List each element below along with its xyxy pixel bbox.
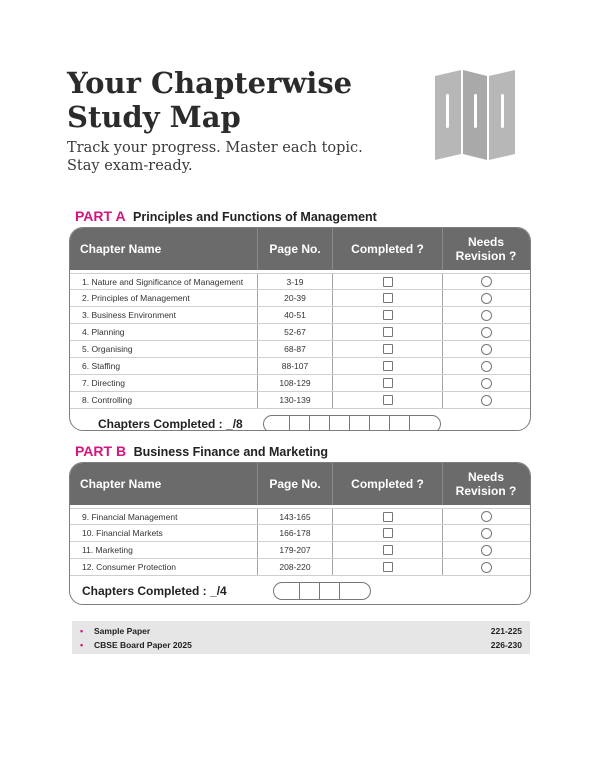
- col-completed: Completed ?: [333, 463, 443, 505]
- chapter-name: 10. Financial Markets: [70, 525, 258, 541]
- revision-radio[interactable]: [481, 528, 492, 539]
- chapter-name: 8. Controlling: [70, 392, 258, 408]
- revision-radio[interactable]: [481, 276, 492, 287]
- completed-checkbox[interactable]: [383, 395, 393, 405]
- list-item: [72, 624, 530, 638]
- table-row: [70, 324, 530, 341]
- page-range: 20-39: [258, 290, 333, 306]
- page-range: 68-87: [258, 341, 333, 357]
- revision-radio[interactable]: [481, 327, 492, 338]
- subtitle-line-1: Track your progress. Master each topic.: [67, 140, 363, 156]
- tracker-segment[interactable]: [300, 583, 320, 599]
- col-revision-line-1: Needs: [467, 470, 505, 484]
- page-range: 179-207: [258, 542, 333, 558]
- revision-radio[interactable]: [481, 378, 492, 389]
- tracker-segment[interactable]: [310, 416, 330, 431]
- page-range: 88-107: [258, 358, 333, 374]
- part-a-label: PART A: [75, 208, 126, 224]
- paper-pages: 221-225: [490, 626, 522, 636]
- additional-papers: [72, 621, 530, 654]
- tracker-segment[interactable]: [370, 416, 390, 431]
- bullet-icon: •: [80, 626, 84, 636]
- chapter-name: 11. Marketing: [70, 542, 258, 558]
- tracker-segment[interactable]: [264, 416, 290, 431]
- chapters-completed-summary: [70, 576, 530, 605]
- col-revision-line-2: Revision ?: [455, 484, 517, 498]
- chapter-name: 1. Nature and Significance of Management: [70, 274, 258, 289]
- page-title: [67, 66, 352, 134]
- table-body: [70, 273, 530, 409]
- revision-radio[interactable]: [481, 395, 492, 406]
- tracker-segment[interactable]: [350, 416, 370, 431]
- part-a-title: Principles and Functions of Management: [133, 210, 377, 224]
- tracker-segment[interactable]: [290, 416, 310, 431]
- table-header: [70, 228, 530, 270]
- progress-tracker[interactable]: [263, 415, 441, 431]
- col-needs-revision: [443, 463, 529, 505]
- chapter-name: 4. Planning: [70, 324, 258, 340]
- table-row: [70, 559, 530, 576]
- page-range: 3-19: [258, 274, 333, 289]
- tracker-segment[interactable]: [390, 416, 410, 431]
- paper-name: Sample Paper: [94, 626, 151, 636]
- col-revision-line-2: Revision ?: [455, 249, 517, 263]
- chapters-completed-label: Chapters Completed : _/4: [82, 584, 227, 598]
- chapters-completed-summary: [70, 409, 530, 431]
- page-range: 40-51: [258, 307, 333, 323]
- table-row: [70, 307, 530, 324]
- part-b-label: PART B: [75, 443, 127, 459]
- chapter-name: 2. Principles of Management: [70, 290, 258, 306]
- tracker-segment[interactable]: [320, 583, 340, 599]
- revision-radio[interactable]: [481, 545, 492, 556]
- revision-radio[interactable]: [481, 293, 492, 304]
- completed-checkbox[interactable]: [383, 310, 393, 320]
- list-item: [72, 638, 530, 652]
- page-range: 130-139: [258, 392, 333, 408]
- paper-pages: 226-230: [490, 640, 522, 650]
- chapter-name: 6. Staffing: [70, 358, 258, 374]
- page-range: 52-67: [258, 324, 333, 340]
- part-b-table: [69, 462, 531, 605]
- table-row: [70, 273, 530, 290]
- chapter-name: 3. Business Environment: [70, 307, 258, 323]
- table-row: [70, 525, 530, 542]
- completed-checkbox[interactable]: [383, 327, 393, 337]
- revision-radio[interactable]: [481, 310, 492, 321]
- title-line-1: Your Chapterwise: [67, 66, 353, 100]
- tracker-segment[interactable]: [274, 583, 300, 599]
- completed-checkbox[interactable]: [383, 361, 393, 371]
- completed-checkbox[interactable]: [383, 277, 393, 287]
- table-header: [70, 463, 530, 505]
- col-revision-line-1: Needs: [467, 235, 505, 249]
- part-a-heading: [75, 208, 377, 224]
- completed-checkbox[interactable]: [383, 378, 393, 388]
- col-chapter-name: Chapter Name: [70, 463, 258, 505]
- completed-checkbox[interactable]: [383, 545, 393, 555]
- page-range: 208-220: [258, 559, 333, 575]
- chapters-completed-label: Chapters Completed : _/8: [98, 417, 243, 431]
- chapter-name: 5. Organising: [70, 341, 258, 357]
- col-completed: Completed ?: [333, 228, 443, 270]
- page-range: 166-178: [258, 525, 333, 541]
- revision-radio[interactable]: [481, 361, 492, 372]
- completed-checkbox[interactable]: [383, 293, 393, 303]
- revision-radio[interactable]: [481, 511, 492, 522]
- bullet-icon: •: [80, 640, 84, 650]
- completed-checkbox[interactable]: [383, 512, 393, 522]
- title-line-2: Study Map: [67, 100, 241, 134]
- progress-tracker[interactable]: [273, 582, 371, 600]
- tracker-segment[interactable]: [410, 416, 440, 431]
- revision-radio[interactable]: [481, 562, 492, 573]
- completed-checkbox[interactable]: [383, 528, 393, 538]
- page-range: 108-129: [258, 375, 333, 391]
- table-row: [70, 392, 530, 409]
- col-page-no: Page No.: [258, 463, 333, 505]
- revision-radio[interactable]: [481, 344, 492, 355]
- col-chapter-name: Chapter Name: [70, 228, 258, 270]
- table-row: [70, 375, 530, 392]
- subtitle-line-2: Stay exam-ready.: [67, 158, 193, 174]
- part-a-table: [69, 227, 531, 431]
- chapter-name: 7. Directing: [70, 375, 258, 391]
- table-row: [70, 508, 530, 525]
- col-page-no: Page No.: [258, 228, 333, 270]
- col-needs-revision: [443, 228, 529, 270]
- part-b-heading: [75, 443, 328, 459]
- tracker-segment[interactable]: [340, 583, 370, 599]
- part-b-title: Business Finance and Marketing: [133, 445, 329, 459]
- folded-map-icon: [433, 68, 517, 160]
- paper-name: CBSE Board Paper 2025: [94, 640, 192, 650]
- tracker-segment[interactable]: [330, 416, 350, 431]
- table-row: [70, 290, 530, 307]
- page-subtitle: [67, 139, 363, 175]
- completed-checkbox[interactable]: [383, 344, 393, 354]
- completed-checkbox[interactable]: [383, 562, 393, 572]
- table-row: [70, 358, 530, 375]
- table-row: [70, 542, 530, 559]
- table-body: [70, 508, 530, 576]
- page-range: 143-165: [258, 509, 333, 524]
- chapter-name: 12. Consumer Protection: [70, 559, 258, 575]
- table-row: [70, 341, 530, 358]
- chapter-name: 9. Financial Management: [70, 509, 258, 524]
